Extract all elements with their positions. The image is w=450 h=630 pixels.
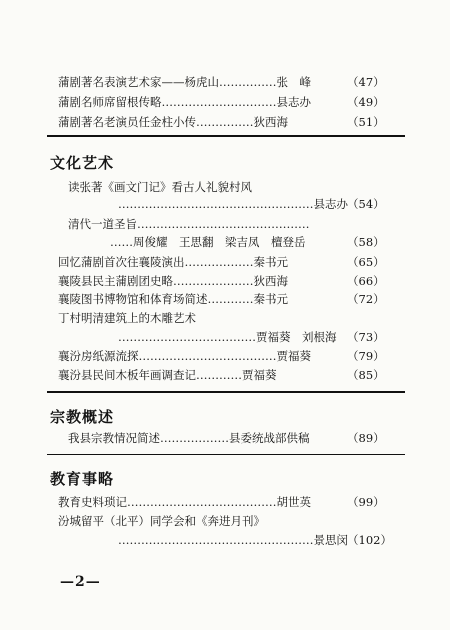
toc-page-number: （54） — [347, 197, 385, 211]
toc-entry-title: 我县宗教情况简述………………县委统战部供稿 — [68, 431, 310, 445]
toc-entry-continuation: ……………………………………………景思闵 （102） — [118, 533, 392, 547]
toc-entry — [68, 217, 310, 231]
toc-entry — [58, 115, 385, 129]
toc-entry — [58, 514, 265, 528]
section-heading: 文化艺术 — [50, 154, 115, 172]
toc-entry-title: 襄陵县民主蒲剧团史略…………………狄西海 — [58, 274, 288, 288]
toc-entry — [58, 311, 196, 325]
toc-entry-title: 丁村明清建筑上的木雕艺术 — [58, 311, 196, 325]
toc-entry-title: 蒲剧著名表演艺术家——杨虎山……………张 峰 — [58, 75, 311, 89]
toc-entry-title: 蒲剧名师席留根传略…………………………县志办 — [58, 95, 311, 109]
toc-page-number: （79） — [347, 349, 385, 363]
section-divider — [47, 135, 405, 137]
section-heading: 宗教概述 — [50, 408, 115, 426]
toc-entry-continuation: ……周俊耀 王思翻 梁吉凤 檀登岳 （58） — [110, 235, 385, 249]
toc-entry — [58, 75, 385, 89]
toc-entry-title: 襄汾县民间木板年画调查记…………贾福葵 — [58, 368, 277, 382]
toc-entry — [58, 274, 385, 288]
toc-page-number: （89） — [347, 431, 385, 445]
toc-entry-continuation: ………………………………贾福葵 刘根海 （73） — [118, 330, 385, 344]
section-divider — [47, 454, 405, 455]
section-divider — [47, 391, 405, 393]
toc-entry-title: 读张著《画文门记》看古人礼貌村风 — [68, 180, 252, 194]
toc-page-number: （102） — [347, 533, 392, 547]
toc-entry — [58, 495, 385, 509]
toc-entry-title: 汾城留平（北平）同学会和《奔进月刊》 — [58, 514, 265, 528]
toc-page-number: （51） — [347, 115, 385, 129]
toc-entry-title: 蒲剧著名老演员任金柱小传……………狄西海 — [58, 115, 288, 129]
toc-entry-continuation: ……………………………………………县志办 （54） — [118, 197, 385, 211]
toc-page-number: （58） — [347, 235, 385, 249]
toc-entry-title: 清代一道圣旨……………………………………… — [68, 217, 310, 231]
toc-page-number: （47） — [347, 75, 385, 89]
toc-entry — [58, 292, 385, 306]
toc-page-number: （49） — [347, 95, 385, 109]
toc-page-number: （65） — [347, 255, 385, 269]
toc-page-number: （99） — [347, 495, 385, 509]
toc-entry-title: 襄汾房纸源流探………………………………贾福葵 — [58, 349, 311, 363]
toc-entry-title: 回忆蒲剧首次往襄陵演出………………秦书元 — [58, 255, 288, 269]
page-number: —2— — [60, 574, 101, 590]
toc-entry-title: 襄陵图书博物馆和体育场简述…………秦书元 — [58, 292, 288, 306]
toc-page-number: （73） — [347, 330, 385, 344]
toc-entry — [58, 255, 385, 269]
toc-entry — [58, 95, 385, 109]
section-heading: 教育事略 — [50, 470, 115, 488]
toc-entry-title: 教育史料琐记…………………………………胡世英 — [58, 495, 311, 509]
toc-page-number: （66） — [347, 274, 385, 288]
toc-entry — [58, 368, 385, 382]
toc-entry — [68, 180, 252, 194]
toc-page-number: （72） — [347, 292, 385, 306]
toc-entry — [68, 431, 385, 445]
toc-page-number: （85） — [347, 368, 385, 382]
toc-entry — [58, 349, 385, 363]
